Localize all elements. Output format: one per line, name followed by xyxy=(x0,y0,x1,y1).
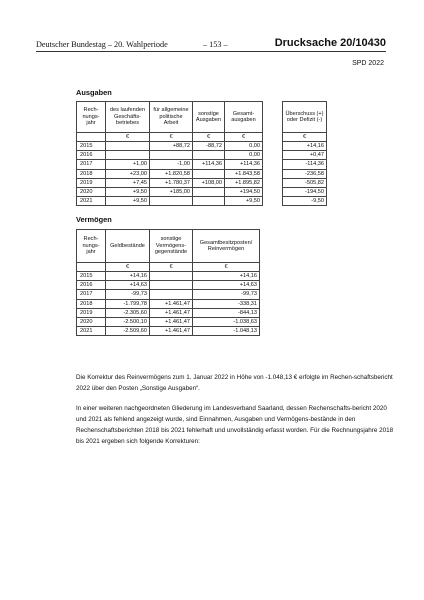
currency-cell: € xyxy=(193,133,225,142)
table-row xyxy=(77,290,260,299)
year-cell: 2020 xyxy=(77,188,106,197)
paragraph-saarland: In einer weiteren nachgeordneten Gliederung im Landesverband Saarland, dessen Rechenschafts-bericht 2020 und 2021 als fehlend angezeigt wurde, sind Einnahmen, Ausgaben und Vermögens-bestände in den Rechenschaftsberichten 2018 bis 2021 fehlerhaft und unvollständig erfasst worden. Für die Rechnungsjahre 2018 bis 2021 ergeben sich folgende Korrekturen: xyxy=(76,405,394,445)
currency-cell: € xyxy=(193,263,260,272)
column-header: Gesamt-ausgaben xyxy=(225,102,263,133)
value-cell: +14,16 xyxy=(106,272,150,281)
value-cell xyxy=(193,169,225,178)
value-cell: -2.509,60 xyxy=(106,327,150,336)
table-row xyxy=(283,178,327,187)
year-cell: 2015 xyxy=(77,272,106,281)
year-cell: 2019 xyxy=(77,308,106,317)
table-row xyxy=(77,308,260,317)
table-row xyxy=(77,299,260,308)
value-cell: +1.780,37 xyxy=(150,178,193,187)
currency-cell: € xyxy=(283,133,327,142)
table-row xyxy=(77,272,260,281)
section-title-ausgaben: Ausgaben xyxy=(76,88,112,97)
value-cell: -9,50 xyxy=(283,197,327,206)
value-cell: -2.500,10 xyxy=(106,318,150,327)
value-cell: +1.895,82 xyxy=(225,178,263,187)
value-cell: +1.820,58 xyxy=(150,169,193,178)
ueberschuss-table xyxy=(282,101,327,206)
header-rule xyxy=(36,51,386,52)
table-row xyxy=(77,318,260,327)
value-cell: -844,13 xyxy=(193,308,260,317)
value-cell: +14,63 xyxy=(193,281,260,290)
ausgaben-table xyxy=(76,101,263,206)
value-cell xyxy=(193,151,225,160)
year-cell: 2021 xyxy=(77,197,106,206)
value-cell: -99,73 xyxy=(106,290,150,299)
value-cell: +88,72 xyxy=(150,142,193,151)
value-cell xyxy=(193,197,225,206)
currency-cell: € xyxy=(150,263,193,272)
value-cell: +1.461,47 xyxy=(150,318,193,327)
value-cell: 0,00 xyxy=(225,151,263,160)
table-header-row xyxy=(283,102,327,133)
currency-cell: € xyxy=(106,263,150,272)
column-header: Rech-nungs-jahr xyxy=(77,102,106,133)
table-row xyxy=(283,169,327,178)
year-cell: 2017 xyxy=(77,290,106,299)
column-header: Gesamtbesitzposten/ Reinvermögen xyxy=(193,230,260,263)
value-cell: -114,36 xyxy=(283,160,327,169)
table-row xyxy=(77,188,263,197)
column-header: Geldbestände xyxy=(106,230,150,263)
year-cell: 2016 xyxy=(77,151,106,160)
value-cell: +1,00 xyxy=(106,160,150,169)
value-cell: -1.799,78 xyxy=(106,299,150,308)
year-cell: 2018 xyxy=(77,169,106,178)
document-number: Drucksache 20/10430 xyxy=(274,37,386,49)
column-header: Überschuss (+) oder Defizit (-) xyxy=(283,102,327,133)
header-parliament: Deutscher Bundestag – 20. Wahlperiode xyxy=(36,40,168,49)
year-cell: 2018 xyxy=(77,299,106,308)
value-cell: +114,36 xyxy=(225,160,263,169)
value-cell: -1.038,63 xyxy=(193,318,260,327)
value-cell: +194,50 xyxy=(225,188,263,197)
value-cell: +1.843,58 xyxy=(225,169,263,178)
table-row xyxy=(77,327,260,336)
value-cell xyxy=(193,188,225,197)
table-row xyxy=(77,160,263,169)
currency-cell xyxy=(77,263,106,272)
table-row xyxy=(77,178,263,187)
value-cell: -194,50 xyxy=(283,188,327,197)
party-label: SPD 2022 xyxy=(352,60,384,67)
value-cell xyxy=(106,151,150,160)
table-row xyxy=(283,188,327,197)
table-row xyxy=(77,197,263,206)
table-header-row xyxy=(77,102,263,133)
value-cell xyxy=(150,290,193,299)
currency-row xyxy=(283,133,327,142)
currency-row xyxy=(77,133,263,142)
column-header: sonstige Vermögens-gegenstände xyxy=(150,230,193,263)
value-cell: +1.461,47 xyxy=(150,327,193,336)
year-cell: 2021 xyxy=(77,327,106,336)
value-cell xyxy=(150,272,193,281)
value-cell: +9,50 xyxy=(106,188,150,197)
value-cell: +14,16 xyxy=(193,272,260,281)
column-header: für allgemeine politische Arbeit xyxy=(150,102,193,133)
value-cell: +9,50 xyxy=(225,197,263,206)
value-cell: 0,00 xyxy=(225,142,263,151)
value-cell: +14,16 xyxy=(283,142,327,151)
currency-cell xyxy=(77,133,106,142)
value-cell: +9,50 xyxy=(106,197,150,206)
page-number: – 153 – xyxy=(203,40,228,49)
value-cell: +108,00 xyxy=(193,178,225,187)
section-title-vermoegen: Vermögen xyxy=(76,215,112,224)
currency-cell: € xyxy=(225,133,263,142)
table-header-row xyxy=(77,230,260,263)
column-header: des laufenden Geschäfts-betriebes xyxy=(106,102,150,133)
value-cell: +1.461,47 xyxy=(150,299,193,308)
table-row xyxy=(77,151,263,160)
column-header: Rech-nungs-jahr xyxy=(77,230,106,263)
value-cell: +114,36 xyxy=(193,160,225,169)
currency-cell: € xyxy=(106,133,150,142)
column-header: sonstige Ausgaben xyxy=(193,102,225,133)
value-cell: -2.305,60 xyxy=(106,308,150,317)
table-row xyxy=(283,160,327,169)
year-cell: 2015 xyxy=(77,142,106,151)
value-cell xyxy=(106,142,150,151)
value-cell: +14,63 xyxy=(106,281,150,290)
value-cell: -88,72 xyxy=(193,142,225,151)
value-cell: -505,82 xyxy=(283,178,327,187)
value-cell: -1,00 xyxy=(150,160,193,169)
value-cell: +7,45 xyxy=(106,178,150,187)
value-cell: -1.048,13 xyxy=(193,327,260,336)
table-row xyxy=(283,151,327,160)
value-cell xyxy=(150,281,193,290)
year-cell: 2020 xyxy=(77,318,106,327)
currency-cell: € xyxy=(150,133,193,142)
value-cell: +185,00 xyxy=(150,188,193,197)
year-cell: 2017 xyxy=(77,160,106,169)
value-cell: +0,47 xyxy=(283,151,327,160)
year-cell: 2019 xyxy=(77,178,106,187)
year-cell: 2016 xyxy=(77,281,106,290)
value-cell xyxy=(150,151,193,160)
value-cell: +23,00 xyxy=(106,169,150,178)
value-cell: -338,31 xyxy=(193,299,260,308)
currency-row xyxy=(77,263,260,272)
table-row xyxy=(283,142,327,151)
value-cell: +1.461,47 xyxy=(150,308,193,317)
vermoegen-table xyxy=(76,229,260,336)
table-row xyxy=(77,169,263,178)
table-row xyxy=(283,197,327,206)
paragraph-korrektur: Die Korrektur des Reinvermögens zum 1. Januar 2022 in Höhe von -1.048,13 € erfolgte im Rechen-schaftsbericht 2022 über den Posten „Sonstige Ausgaben“. xyxy=(76,374,393,392)
table-row xyxy=(77,281,260,290)
value-cell: -236,58 xyxy=(283,169,327,178)
table-row xyxy=(77,142,263,151)
value-cell: -99,73 xyxy=(193,290,260,299)
value-cell xyxy=(150,197,193,206)
